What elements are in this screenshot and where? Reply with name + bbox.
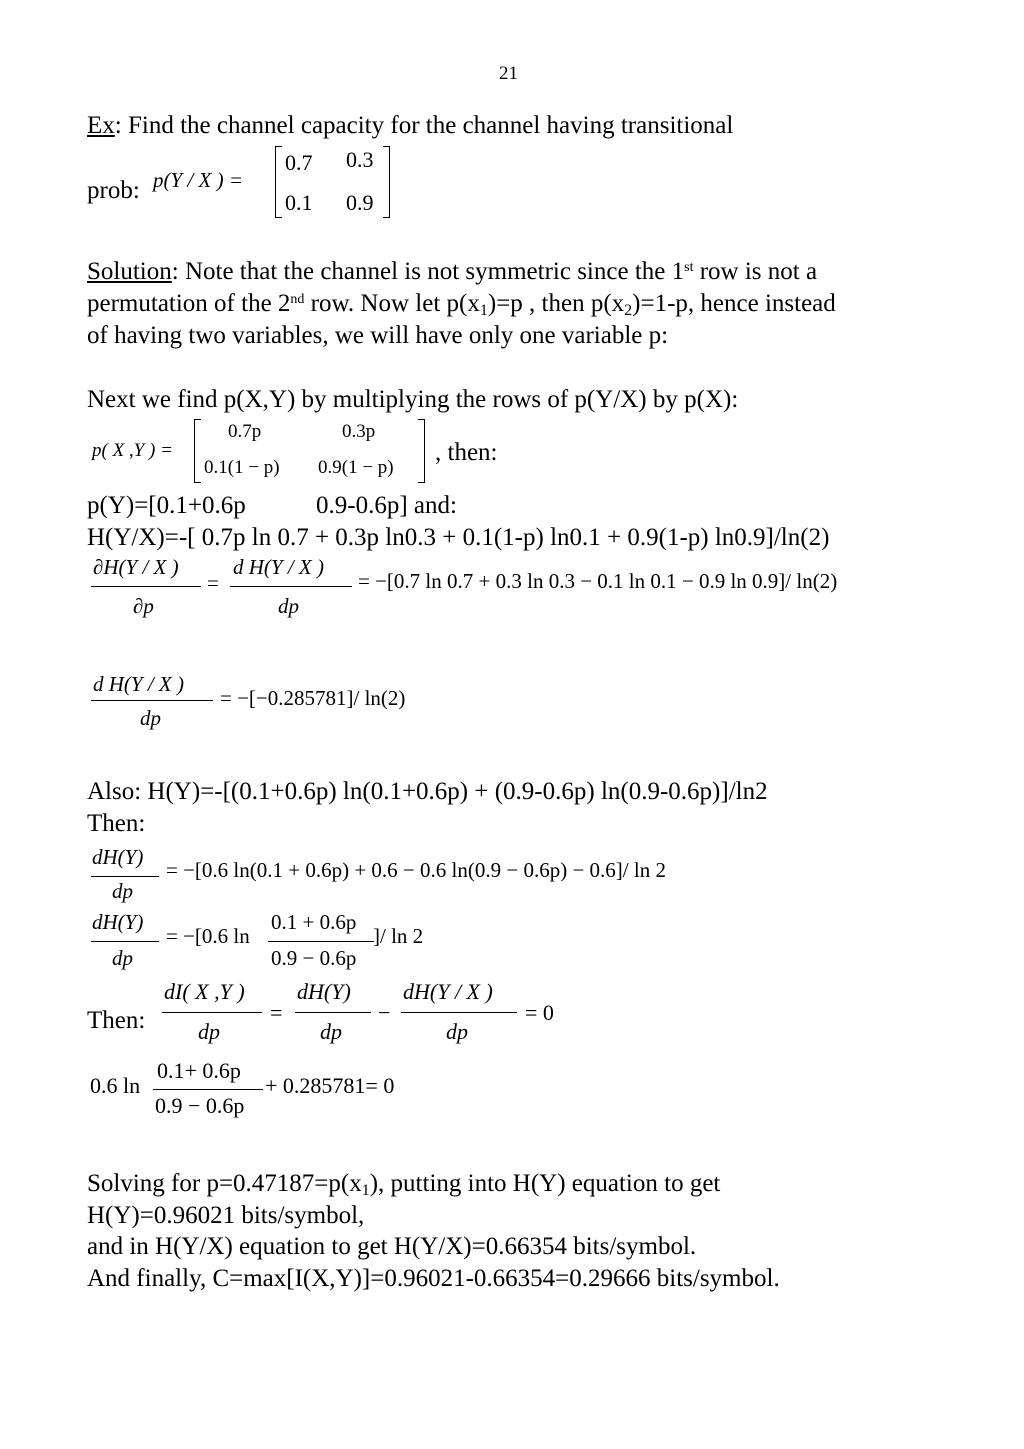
joint-then: , then:	[435, 439, 498, 466]
mutual-den3: dp	[446, 1019, 468, 1044]
d2-den: dp	[140, 706, 161, 730]
eq-fracline	[153, 1089, 263, 1090]
joint-cell: 0.3p	[342, 421, 376, 442]
matrix-bracket-right	[383, 146, 390, 218]
mutual-eq: =	[270, 1000, 283, 1025]
superscript: st	[684, 260, 694, 275]
example-heading	[87, 110, 733, 142]
d4-inner-fracline	[268, 941, 374, 942]
prob-lhs: p(Y / X ) =	[153, 168, 243, 192]
joint-intro: Next we find p(X,Y) by multiplying the rows of p(Y/X) by p(X):	[87, 386, 739, 413]
mutual-n3: dH(Y / X )	[403, 979, 493, 1004]
conclusion-line-2: H(Y)=0.96021 bits/symbol,	[87, 1202, 365, 1229]
d2-rhs: = −[−0.285781]/ ln(2)	[220, 686, 406, 710]
mutual-fracline1	[162, 1012, 262, 1013]
joint-cell: 0.7p	[228, 421, 262, 442]
eq-num: 0.1+ 0.6p	[157, 1058, 241, 1083]
subscript: 1	[479, 302, 488, 319]
superscript: nd	[290, 292, 305, 307]
conclusion-line-3: and in H(Y/X) equation to get H(Y/X)=0.66354 bits/symbol.	[87, 1233, 697, 1260]
subscript: 1	[361, 1182, 370, 1199]
joint-lhs: p( X ,Y ) =	[92, 440, 173, 461]
matrix-cell: 0.3	[346, 147, 374, 172]
mutual-minus: −	[378, 1000, 391, 1025]
mutual-den2: dp	[320, 1019, 342, 1044]
joint-bracket-left	[194, 419, 201, 483]
text: row is not a	[693, 258, 818, 285]
matrix-cell: 0.9	[346, 190, 374, 215]
mutual-n2: dH(Y)	[297, 979, 351, 1004]
d3-num: dH(Y)	[92, 845, 144, 869]
mutual-then: Then:	[87, 1007, 146, 1034]
d4-den: dp	[112, 946, 133, 970]
d3-fracline	[91, 876, 159, 877]
subscript: 2	[624, 302, 633, 319]
solution-line-1	[87, 256, 817, 288]
joint-cell: 0.1(1 − p)	[204, 457, 280, 478]
mutual-fracline2	[295, 1012, 371, 1013]
hyx-line: H(Y/X)=-[ 0.7p ln 0.7 + 0.3p ln0.3 + 0.1(1-p) ln0.1 + 0.9(1-p) ln0.9]/ln(2)	[87, 524, 830, 551]
d1-num2: d H(Y / X )	[233, 555, 324, 579]
example-text: : Find the channel capacity for the channel having transitional	[114, 112, 734, 139]
matrix-cell: 0.1	[285, 190, 313, 215]
py-line-a: p(Y)=[0.1+0.6p	[87, 492, 246, 519]
solution-line-3: of having two variables, we will have only one variable p:	[87, 322, 669, 349]
conclusion-line-1	[87, 1168, 720, 1203]
d4-fracline	[91, 941, 159, 942]
d1-fracline2	[230, 586, 352, 587]
d1-den1: ∂p	[133, 594, 154, 618]
text: )=1-p, hence instead	[632, 290, 836, 317]
prob-label: prob:	[87, 177, 140, 204]
text: )=p , then p(x	[487, 290, 625, 317]
hy-also: Also: H(Y)=-[(0.1+0.6p) ln(0.1+0.6p) + (0.9-0.6p) ln(0.9-0.6p)]/ln2	[87, 778, 768, 805]
d1-rhs: = −[0.7 ln 0.7 + 0.3 ln 0.3 − 0.1 ln 0.1 − 0.9 ln 0.9]/ ln(2)	[358, 569, 838, 593]
d3-den: dp	[112, 879, 133, 903]
d1-den2: dp	[278, 594, 299, 618]
text: Solving for p=0.47187=p(x	[87, 1170, 362, 1197]
solution-label: Solution	[87, 258, 172, 285]
d2-num: d H(Y / X )	[93, 672, 184, 696]
d1-num1: ∂H(Y / X )	[93, 555, 179, 579]
page-number: 21	[499, 63, 518, 84]
joint-bracket-right	[418, 419, 425, 483]
joint-cell: 0.9(1 − p)	[318, 457, 394, 478]
mutual-fracline3	[401, 1012, 517, 1013]
py-line-b: 0.9-0.6p] and:	[316, 492, 457, 519]
text: : Note that the channel is not symmetric since the 1	[171, 258, 685, 285]
d2-fracline	[91, 700, 213, 701]
mutual-n1: dI( X ,Y )	[164, 979, 245, 1004]
hy-then: Then:	[87, 810, 146, 837]
example-label: Ex	[87, 112, 115, 139]
solution-line-2	[87, 288, 836, 323]
matrix-bracket-left	[275, 146, 282, 218]
eq-post: + 0.285781= 0	[265, 1073, 395, 1098]
conclusion-line-4: And finally, C=max[I(X,Y)]=0.96021-0.66354=0.29666 bits/symbol.	[87, 1265, 780, 1292]
eq-pre: 0.6 ln	[90, 1073, 141, 1098]
text: ), putting into H(Y) equation to get	[369, 1170, 721, 1197]
d1-fracline1	[91, 586, 201, 587]
eq-den: 0.9 − 0.6p	[155, 1093, 245, 1118]
mutual-den1: dp	[198, 1019, 220, 1044]
d1-eq: =	[207, 571, 219, 595]
d4-num: dH(Y)	[92, 910, 144, 934]
text: permutation of the 2	[87, 290, 291, 317]
d3-rhs: = −[0.6 ln(0.1 + 0.6p) + 0.6 − 0.6 ln(0.9 − 0.6p) − 0.6]/ ln 2	[166, 858, 666, 882]
matrix-cell: 0.7	[285, 150, 313, 175]
text: row. Now let p(x	[304, 290, 480, 317]
mutual-zero: = 0	[525, 1000, 554, 1025]
d4-mid: = −[0.6 ln	[166, 924, 250, 948]
d4-end: ]/ ln 2	[373, 924, 424, 948]
d4-fden: 0.9 − 0.6p	[271, 946, 357, 970]
d4-fnum: 0.1 + 0.6p	[271, 910, 357, 934]
